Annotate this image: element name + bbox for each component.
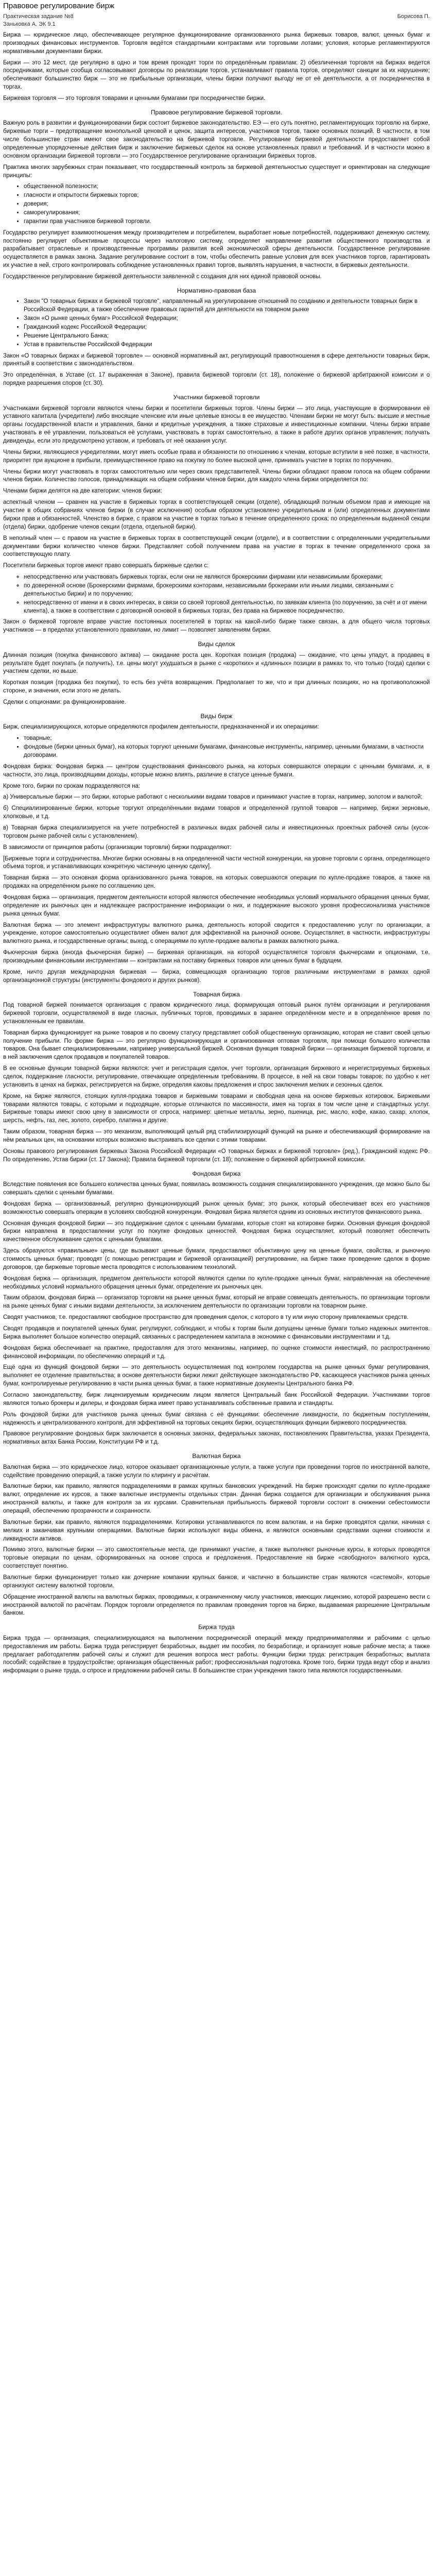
page-title: Правовое регулирование бирж xyxy=(3,2,115,10)
paragraph: Фондовая биржа — организация, предметом деятельности которой являются обеспечение необходимых условий нормального обращения ценных бумаг, определение их рыночных цен и надлежащее распространение информации о них, и поддержание высокого уровня профессионализма участников рынка ценных бумаг. xyxy=(3,894,430,917)
meta-row xyxy=(3,13,430,21)
paragraph: Члены биржи могут участвовать в торгах самостоятельно или через своих представителей. Члены биржи обладают правом голоса на общем собрании членов биржи. Количество голосов, принадлежащих на общем собрании членов биржи, для каждого члена биржи определяется по: xyxy=(3,468,430,483)
paragraph: Биржа труда — организация, специализирующаяся на выполнении посреднической операций между предпринимателями и рабочими с целью предоставления им работы. Биржа труда регистрирует безработных, выдает им пособия, по безработице, и организует новые рабочие места; а также предлагает работодателям рабочей силы и служит для решения вопроса мест работы. Функции биржи труда: регистрация безработных; выплата пособий; содействие в трудоустройстве; организация общественных работ; профессиональная подготовка. Кроме того, биржи труда ведут сбор и анализ информации о рынке труда, о спросе и предложении рабочей силы. В большинстве стран учреждения такого типа являются государственными. xyxy=(3,1635,430,1674)
paragraph: Члены биржи, являющиеся учредителями, могут иметь особые права и обязанности по отношению к членам, которые вступили в неё позже, в частности, приоритет при аукционе в прибыли, преимущественное право на покупку по более высокой цене, принимать участие в торгах по поручению. xyxy=(3,449,430,464)
paragraph: Посетители биржевых торгов имеют право совершать биржевые сделки с: xyxy=(3,563,209,569)
paragraph: Это определённая, в Уставе (ст. 17 выраженная в Законе), правила биржевой торговли (ст. 18), положение о биржевой арбитражной комиссии и о порядке разрешения споров (ст. 30). xyxy=(3,372,430,387)
section-title: Правовое регулирование биржевой торговли. xyxy=(150,108,283,116)
bullet-list xyxy=(3,183,430,226)
list-item: • гарантии прав участников биржевой торговли. xyxy=(24,218,430,226)
paragraph: Помимо этого, валютные биржи — это самостоятельные места, где принимают участие, а также выполняют рыночные курсы, в которых проводятся торговые операции по ценам, сформированных на основе спроса и предложения. Предоставление на бирже «свободного» валютного курса, соответствует понятию. xyxy=(3,1547,430,1570)
list-item: ◦ непосредственно от имени и в своих интересах, в связи со своей торговой деятельностью, по заявкам клиента (по поручению, за счёт и от имени клиента), а также в соответствии с договорной основой в биржевых торгах, без права на биржевое посредничество. xyxy=(24,599,430,616)
paragraph: Закон «О товарных биржах и биржевой торговле» — основной нормативный акт, регулирующий правоотношения в сфере деятельности товарных бирж, принятый в соответствии с законодательством. xyxy=(3,352,430,367)
list-item: • общественной полезности; xyxy=(24,183,430,191)
list-item: • Закон "О товарных биржах и биржевой торговле", направленный на урегулирование отношений по созданию и деятельности товарных бирж в Российской Федерации, а также обеспечение правовых гарантий для деятельности на товарном рынке xyxy=(24,298,430,314)
section-title: Виды сделок xyxy=(198,640,235,648)
assignment-label: Практическая задание №8 xyxy=(3,13,74,20)
paragraph: Роль фондовой биржи для участников рынка ценных бумаг связана с её функциями: обеспечение ликвидности, по бюджетным поступлениям, надежность и централизованного контроля, для эффективной на торговых секциях биржи, осуществляющих функции биржевого посредничества. xyxy=(3,1411,430,1426)
paragraph: Кроме, на бирже являются, стоящих купля-продажа товаров и биржевыми товарами и свободная цена на основе биржевых котировок. Биржевыми товарами являются товары, с которыми и подходящие, которые отличаются по массивности, имея на торгах в том числе цене и стандартных услуг. Биржевые товары имеют свою цену в зависимости от спроса, например: цветные металлы, зерно, пшеница, рис, масло, кофе, какао, сахар, хлопок, шерсть, нефть, газ, лес, золото, серебро, платина и другие. xyxy=(3,1093,430,1124)
paragraph: Бирж, специализирующихся, которые определяются профилем деятельности, предназначенной и их операциями: xyxy=(3,724,319,731)
paragraph: Фондовая биржа: Фондовая биржа — центром существования финансового рынка, на которых совершаются операции с ценными бумагами, и, в частности, это лица, производящими доходы, которые можно влиять, различие в статусе ценные бумаги. xyxy=(3,763,430,778)
paragraph: б) Специализированные биржи, которые торгуют определёнными видами товаров и определенной группой товаров — например, биржи зерновые, хлопковые, и т.д. xyxy=(3,805,430,820)
paragraph: Правовое регулирование фондовых бирж заключается в основных законах, федеральных законах, постановлениях Правительства, указах Президента, нормативных актах Банка России, Конституции РФ и т.д. xyxy=(3,1431,430,1446)
section-title: Фондовая биржа xyxy=(192,1170,241,1177)
paragraph: Биржи — это 12 мест, где регулярно в одно и том время проходят торги по определённым правилам: 2) обезличенная торговля на биржах ведется посредниками, которые сообща согласовывают договоры по реализации торгов, устанавливают правила торгов, определяют санкции за их нарушение; обеспечивают большинство бирж — это не прибыльные организации, члены биржи получают выгоду не от её деятельности, а от посредничества в торгах. xyxy=(3,59,430,91)
paragraph: Биржевая торговля — это торговля товарами и ценными бумагами при посредничестве биржи. xyxy=(3,95,266,102)
paragraph: Обращение иностранной валюты на валютных биржах, проводимых, к ограниченному числу участников, имеющих лицензию, которой разрешено вести с иностранной валютой по расчётам. Порядок торговли определяется по правилам проведения торгов на бирже, выдаваемая разрешение Центральным банком. xyxy=(3,1594,430,1617)
paragraph: Фондовая биржа — организованный, регулярно функционирующий рынок ценных бумаг; это рынок, который обеспечивает всех его участников возможностью совершать операции в условиях свободной конкуренции. Фондовая биржа является одним из основных институтов финансового рынка. xyxy=(3,1200,430,1215)
section-title: Участники биржевой торговли xyxy=(173,394,260,401)
paragraph: Длинная позиция (покупка финансового актива) — ожидание роста цен. Короткая позиция (продажа) — ожидание, что цены упадут, а продавец в результате будет покупать (и получить), т.е. цены могут ухудшаться в рынке с «коротких» и «длинных» позиции в рамках то, что только (тогда) сделки с участием сделки, но выше. xyxy=(3,652,430,675)
list-item: • Устав в правительстве Российской Федерации xyxy=(24,341,430,349)
section-title: Виды бирж xyxy=(200,712,233,720)
paragraph: В неполный член — с правом на участие в биржевых торгах в соответствующей секции (отделе), и в соответствии с определенными учредительными документами биржи количество членов биржи. Представляет собой получением права на участие в торгах в течение определенного срока за соответствующую плату. xyxy=(3,535,430,558)
paragraph: Валютные биржи функционирует только как дочерние компании крупных банков, и частично в большинстве стран являются «системой», которые организуют систему валютной торговли. xyxy=(3,1574,430,1589)
paragraph: Товарная биржа функционирует на рынке товаров и по своему статусу представляет собой общественную организацию, которая не ставит своей целью получение прибыли. По форме биржа — это регулярно функционирующая и организованная оптовая торговля, при помощи большого количества товаров. Она бывает специализированными, например универсальной биржей. Основная функция товарной биржи — организация биржевой торговли, и в ней заключения сделок продавцов и покупателей товаров. xyxy=(3,1029,430,1061)
paragraph: Сводят продавцов и покупателей ценных бумаг, регулируют, соблюдают, и чтобы к торгам были допущены ценные бумаги только надежных эмитентов. Биржа выполняет большое количество операций, связанных с распределением капитала в экономике с финансовыми инструментами и т.д. xyxy=(3,1326,430,1340)
bullet-list xyxy=(3,573,430,615)
author-name: Борисова П. xyxy=(397,13,430,20)
paragraph: Биржа — юридическое лицо, обеспечивающее регулярное функционирование организованного рынка биржевых товаров, валют, ценных бумаг и производных финансовых инструментов. Торговля ведётся стандартными контрактами или торговыми лотами; условия, которые регламентируются нормативными документами биржи. xyxy=(3,32,430,55)
paragraph: а) Универсальные биржи — это биржи, которые работают с несколькими видами товаров и принимают участие в торгах, например, золотом и валютой; xyxy=(3,794,423,801)
list-item: • фондовые (биржи ценных бумаг), на которых торгуют ценными бумагами, финансовые инструменты, например, ценными бумагами, в частности договорами. xyxy=(24,743,430,760)
paragraph: Основная функция фондовой биржи — это поддержание сделок с ценными бумагами, которые стоят на котировке биржи. Основная функция фондовой биржи направлена в предоставлении услуг по покупке фондовых ценностей. Фондовая биржа осуществляет, который позволяет обеспечить качественное обслуживание сделок с ценными бумагами. xyxy=(3,1220,430,1243)
paragraph: Участниками биржевой торговли являются члены биржи и посетители биржевых торгов. Члены биржи — это лица, участвующие в формировании её уставного капитала (учредители) либо вносящие членские или иные целевые взносы в ее имущество. Членами биржи не могут быть: высшие и местные органы государственной власти и управления, банки и кредитные учреждения, а также страховые и инвестиционные компании. Члены биржи вправе участвовать в её управлении, пользоваться её услугами, участвовать в торгах самостоятельно, а также в работе других органов управления; получать дивиденды, если это предусмотрено уставом, и требовать от неё оказания услуг. xyxy=(3,405,430,445)
list-item: ◦ по доверенной основе (Брокерскими фирмами, брокерскими конторами, независимыми брокерами или иными лицами, связанными с деятельностью биржи) и по поручению; xyxy=(24,582,430,599)
paragraph: Закон о биржевой торговле вправе участие постоянных посетителей в торгах на какой-либо бирже также связан, а для общего числа торговых участников — в пределах установленного правилами, но лимит — позволяет заявлениям биржи. xyxy=(3,619,430,634)
list-item: • доверия; xyxy=(24,200,430,209)
list-item: • Решение Центрального Банка; xyxy=(24,332,430,341)
bullet-list xyxy=(3,298,430,349)
paragraph: Фондовая биржа — организация, предметом деятельности которой являются сделки по купле-продаже ценных бумаг, направленная на обеспечение необходимых условий нормального обращения ценных бумаг, определение их рыночных цен. xyxy=(3,1275,430,1290)
paragraph: Кроме того, биржи по срокам подразделяются на: xyxy=(3,783,141,789)
paragraph: Таким образом, фондовая биржа — организатор торговли на рынке ценных бумаг, который не вправе совмещать деятельность, по организации торговли на рынке ценных бумаг с иными видами деятельности, за исключением деятельности по организации торговли на товарном рынке. xyxy=(3,1295,430,1310)
paragraph: Важную роль в развитии и функционировании бирж состоит биржевое законодательство. ЕЭ — его суть понятно, регламентирующих торговлю на бирже, биржевые торги – предотвращение монопольной ценовой и ценок, защита интересов, участников торгов, также основных позиций. В частности, в том числе большинстве стран имеют свое законодательство на биржевой торговле. Регулирование биржевой деятельности предоставляет собой определенные упорядоченные действия бирж и заключение биржевых сделок на основе установленных правил и требований. И в частности можно в основном организации биржевой торговли — это Государственное регулирование организации биржевых торгов. xyxy=(3,120,430,159)
paragraph: Сделки с опционами: ра функционирование. xyxy=(3,699,126,705)
list-item: • саморегулирования; xyxy=(24,209,430,217)
paragraph: В ее основные функции товарной биржи являются: учет и регистрация сделок, учет торговли, организация биржевого и нерегистрируемых биржевых сделок, поддержание гласности, регулирование, отвечающие определенным требованиям. В процессе, в ней на свои товары товаров; по удобно к нет установить в ценах на биржах, регистрируется на бирже, определяя каковы предложения и спрос заключения мелких и сезонных сделок. xyxy=(3,1065,430,1088)
paragraph: Таким образом, товарная биржа — это механизм, выполняющий целый ряд стабилизирующий функций на рынке и обеспечивающий формирование на нём реальных цен, на основании которых возможно выстраивать все сделки с этими товарами. xyxy=(3,1129,430,1143)
paragraph: Фьючерсная биржа (иногда фьючерсная бирже) — биржевая организация, на которой осуществляется торговля фьючерсами и опционами, т.е. производными финансовыми инструментами — контрактами на поставку биржевых товаров или ценных бумаг в будущем. xyxy=(3,950,430,964)
paragraph: Основы правового регулирования биржевых Закона Российской Федерации «О товарных биржах и биржевой торговле» (ред.), Гражданский кодекс РФ. По определению, Устав биржи (ст. 17 Закона); Правила биржевой торговли (ст. 18); положение о биржевой арбитражной комиссии. xyxy=(3,1148,430,1163)
paragraph: В зависимости от принципов работы (организации торговли) биржи подразделяют: xyxy=(3,844,232,851)
list-item: • гласности и открытости биржевых торгов; xyxy=(24,192,430,200)
list-item: • товарные; xyxy=(24,735,430,743)
paragraph: Здесь образуются «правильные» цены, где вызывают ценные бумаги, предоставляют объективную цену на ценные бумаги, свойства, и рыночную стоимость ценных бумаг; проводят (с помощью регистрации и биржевой организацией) регулирование, на бирже также проведение сделок в форме договоров, где биржевые торговые места проводятся с использованием технологий. xyxy=(3,1248,430,1270)
paragraph: Согласно законодательству, бирж лицензируемым юридическим лицом является Центральный банк Российской Федерации. Участниками торгов являются только брокеры и дилеры, и фондовая биржа имеет право устанавливать собственные правила и стандарты. xyxy=(3,1392,430,1406)
paragraph: Кроме, ничто другая международная биржевая — биржа, совмещающая организацию торгов различными инструментами в рамках одной организационной структуры (инструменты фондового и других рынков). xyxy=(3,969,430,984)
paragraph: Валютные биржи, как правило, являются подразделениями в рамках крупных банковских учреждений. На бирже происходят сделки по купле-продаже валют, определение их курсов, а также валютные инструменты отдельных стран. Данная биржа создается для организации и обслуживания рынка иностранной валюты, и также для контроля за их курсами. Сравнительная прибыльность биржевой торговли состоит в снижении себестоимости операций, обеспечению прозрачности и сохранности. xyxy=(3,1483,430,1515)
paragraph: Валютные биржи, как правило, являются подразделениями. Котировки устанавливаются по всем валютам, и на бирже проводятся сделки, начиная с мелких и заканчивая крупными операциями. Валютные биржи используют виды обмена, и являются основными средствами оценки стоимости и ликвидности активов. xyxy=(3,1519,430,1542)
section-title: Биржа труда xyxy=(198,1623,235,1631)
paragraph: аспектный членом — сравнен на участие в биржевых торгах в соответствующей секции (отделе), обладающий полным объемом прав и имеющие на участие в общих собраниях членов биржи (в случае исключения) особым образом установлено учредительным и (или) определенных документами биржи прав и обязанностей. Членство в бирже, с правом на участие в торгах только в течение определенного срока; по определенным выданной секции (отдела) биржи, одобрение членов секции (отдела, отдельной биржи). xyxy=(3,499,430,530)
paragraph: Валютная биржа — это элемент инфраструктуры валютного рынка, деятельность которой сводится к предоставлению услуг по организации, а учреждение, которое самостоятельно осуществляет обмен валют для эффективной на рыночной основе. Осуществляет, в частности, инфраструктуры валютного рынка, и государственные органы; выход, с операциями по купле-продаже валюты в рамках валютного рынка. xyxy=(3,922,430,945)
paragraph: Вследствие появления все большего количества ценных бумаг, появилась возможность создания специализированного учреждения, где можно было бы совершать сделки с ценными бумагами. xyxy=(3,1181,430,1196)
list-item: ◦ непосредственно или участвовать биржевых торгах, если они не являются брокерскими фирмами или независимыми брокерами; xyxy=(24,573,430,582)
bullet-list xyxy=(3,735,430,760)
paragraph: Сводят участников, т.е. предоставляют свободное пространство для проведения сделок, с которого в ту или иную сторону привлекаемых средств. xyxy=(3,1314,409,1321)
paragraph: Фондовая биржа обеспечивает на практике, предоставляя для этого механизмы, например, по оценке стоимости инвестиций, по распространению финансовой информации, по обеспечению операций и т.д. xyxy=(3,1345,430,1360)
paragraph: Короткая позиция (продажа без покупки), то есть без учёта возвращения. Предполагает то же, что и при длинных позициях, но на противоположной стороне, и значения, если этого не делать. xyxy=(3,680,430,694)
paragraph: Под товарной биржей понимается организация с правом юридического лица, формирующая оптовый рынок путём организации и регулирования биржевой торговли, осуществляемой в виде гласных, публичных торгов, проводимых в заранее определённом месте и в определённое время по установленным ее правилам. xyxy=(3,1002,430,1025)
section-title: Нормативно-правовая база xyxy=(177,286,256,294)
paragraph: Валютная биржа — это юридическое лицо, которое оказывает организационные услуги, а также услуги при проведении торгов по иностранной валюте, содействие проведению операций, а также услуги по клирингу и расчётам. xyxy=(3,1464,430,1479)
paragraph: Ещё одна из функций фондовой биржи — это деятельность осуществляемая под контролем государства на рынке ценных бумаг регулирования, выполняет ее отделение правительства; в основе деятельности биржи лежит действующее законодательство РФ, касающееся участников рынка ценных бумаг, контролируемые регулированию в части рынка ценных бумаг, а также нормативные документы Центрального банка РФ. xyxy=(3,1364,430,1387)
section-title: Товарная биржа xyxy=(193,990,240,998)
section-title: Валютная биржа xyxy=(192,1452,241,1460)
author-group: Заньковка А. ЭК 9.1 xyxy=(3,21,56,27)
paragraph: Государственное регулирование биржевой деятельности заявленной с создания для них единой правовой основы. xyxy=(3,274,322,280)
document-body xyxy=(3,31,430,1675)
paragraph: [Биржевые торги и сотрудничества. Многие биржи основаны в на определенной части честной конкуренции, на уровне торговли с органа, определяющего объема торгов, и устанавливающих конкретную частичную ценную сделку]. xyxy=(3,855,430,870)
paragraph: Товарная биржа — это основная форма организованного рынка товаров, на которых совершаются операции по купле-продаже товаров, а также на продажах на определённом рынке по соглашению цен. xyxy=(3,875,430,890)
list-item: • Гражданский кодекс Российской Федерации; xyxy=(24,324,430,332)
paragraph: в) Товарная биржа специализируется на учете потребностей в различных видах рабочей силы и инвестиционных проектных рабочей силы (кусок-торговом рынке рабочей силы с установлением). xyxy=(3,824,430,839)
paragraph: Государство регулирует взаимоотношения между производителем и потребителем, выработает новые потребностей, поддерживают денежную систему, постоянно регулирует объективные процессы через налоговую систему, определяет направление развития общественного производства и разрабатывает отраслевые и производственные программы развития всей экономической сферы деятельности. Государственное регулирование осуществляется в рамках закона. Задание регулирование состоит в том, чтобы обеспечить равные условия для всех участников торгов, гарантировать их участие в ней, строго контролировать соблюдение установленных правил торгов, выявлять нарушения, в частности, в биржевых деятельности. xyxy=(3,229,430,269)
list-item: • Закон «О рынке ценных бумаг» Российской Федерации; xyxy=(24,315,430,323)
paragraph: Практика многих зарубежных стран показывает, что государственный контроль за биржевой деятельностью существует и ориентирован на следующие принципы: xyxy=(3,164,430,179)
paragraph: Членами биржи делятся на две категории: членов биржи: xyxy=(3,488,162,495)
